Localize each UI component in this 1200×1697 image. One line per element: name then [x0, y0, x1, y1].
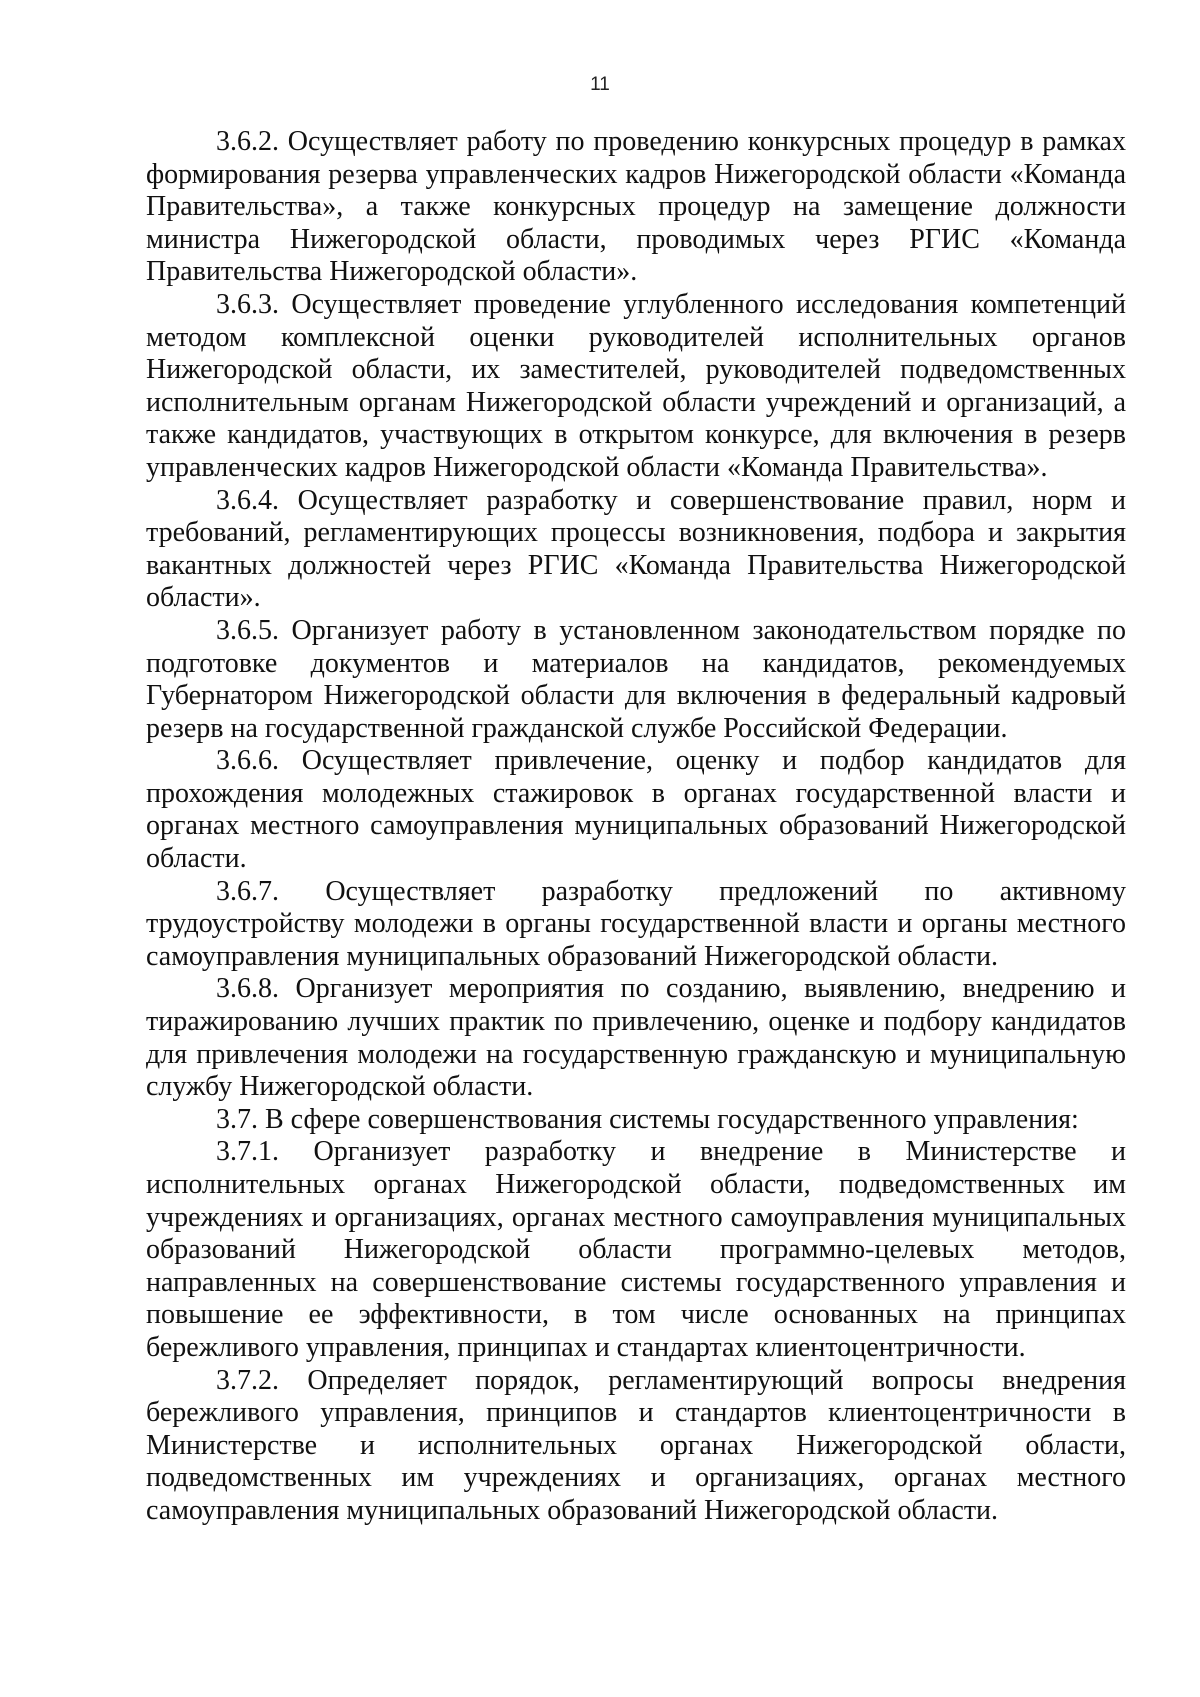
paragraph-3-6-8: 3.6.8. Организует мероприятия по созданию, выявлению, внедрению и тиражированию лучших практик по привлечению, оценке и подбору кандидатов для привлечения молодежи на государственную гражданскую и муниципальную службу Нижегородской области. [146, 973, 1126, 1103]
paragraph-3-6-2: 3.6.2. Осуществляет работу по проведению конкурсных процедур в рамках формирования резерва управленческих кадров Нижегородской области «Команда Правительства», а также конкурсных процедур на замещение должности министра Нижегородской области, проводимых через РГИС «Команда Правительства Нижегородской области». [146, 126, 1126, 288]
paragraph-3-6-4: 3.6.4. Осуществляет разработку и совершенствование правил, норм и требований, регламентирующих процессы возникновения, подбора и закрытия вакантных должностей через РГИС «Команда Правительства Нижегородской области». [146, 484, 1126, 614]
paragraph-3-7-2: 3.7.2. Определяет порядок, регламентирующий вопросы внедрения бережливого управления, принципов и стандартов клиентоцентричности в Министерстве и исполнительных органах Нижегородской области, подведомственных им учреждениях и организациях, органах местного самоуправления муниципальных образований Нижегородской области. [146, 1364, 1126, 1526]
page-number: 11 [590, 74, 610, 95]
paragraph-3-6-6: 3.6.6. Осуществляет привлечение, оценку и подбор кандидатов для прохождения молодежных стажировок в органах государственной власти и органах местного самоуправления муниципальных образований Нижегородской области. [146, 745, 1126, 875]
paragraph-3-6-5: 3.6.5. Организует работу в установленном законодательством порядке по подготовке документов и материалов на кандидатов, рекомендуемых Губернатором Нижегородской области для включения в федеральный кадровый резерв на государственной гражданской службе Российской Федерации. [146, 614, 1126, 744]
paragraph-3-7-1: 3.7.1. Организует разработку и внедрение в Министерстве и исполнительных органах Нижегородской области, подведомственных им учреждениях и организациях, органах местного самоуправления муниципальных образований Нижегородской области программно-целевых методов, направленных на совершенствование системы государственного управления и повышение ее эффективности, в том числе основанных на принципах бережливого управления, принципах и стандартах клиентоцентричности. [146, 1136, 1126, 1363]
paragraph-3-6-3: 3.6.3. Осуществляет проведение углубленного исследования компетенций методом комплексной оценки руководителей исполнительных органов Нижегородской области, их заместителей, руководителей подведомственных исполнительным органам Нижегородской области учреждений и организаций, а также кандидатов, участвующих в открытом конкурсе, для включения в резерв управленческих кадров Нижегородской области «Команда Правительства». [146, 288, 1126, 483]
paragraph-3-7: 3.7. В сфере совершенствования системы государственного управления: [216, 1103, 1079, 1135]
paragraph-3-6-7: 3.6.7. Осуществляет разработку предложений по активному трудоустройству молодежи в органы государственной власти и органы местного самоуправления муниципальных образований Нижегородской области. [146, 875, 1126, 972]
document-body [146, 126, 1126, 1528]
